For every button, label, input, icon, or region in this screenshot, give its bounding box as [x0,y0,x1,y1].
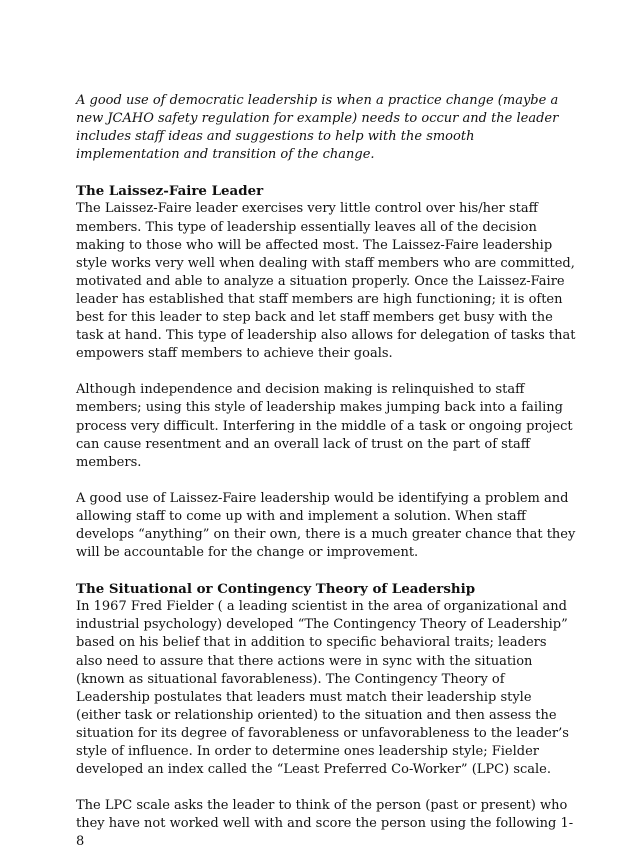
intro-paragraph: A good use of democratic leadership is when a practice change (maybe a new JCAHO safety regulation for example) needs to occur and the leader includes staff ideas and suggestions to help with the smooth implementation and transition of the change. [76,93,559,163]
paragraph: The Laissez-Faire leader exercises very little control over his/her staff members. This type of leadership essentially leaves all of the decision making to those who will be affected most. The Laissez-Faire leadership style works very well when dealing with staff members who are committed, motivated and able to analyze a situation properly. Once the Laissez-Faire leader has established that staff members are high functioning; it is often best for this leader to step back and let staff members get busy with the task at hand. This type of leadership also allows for delegation of tasks that empowers staff members to achieve their goals. [76,201,576,362]
document-body [76,92,576,851]
section-contingency-theory [76,580,576,851]
section-heading: The Laissez-Faire Leader [76,183,264,200]
section-laissez-faire [76,182,576,562]
paragraph: A good use of Laissez-Faire leadership would be identifying a problem and allowing staff to come up with and implement a solution. When staff develops “anything” on their own, there is a much greater chance that they will be accountable for the change or improvement. [76,490,576,561]
paragraph: Although independence and decision making is relinquished to staff members; using this style of leadership makes jumping back into a failing process very difficult. Interfering in the middle of a task or ongoing project can cause resentment and an overall lack of trust on the part of staff members. [76,382,573,470]
paragraph: The LPC scale asks the leader to think of the person (past or present) who they have not worked well with and score the person using the following 1-8 [76,798,574,850]
section-heading: The Situational or Contingency Theory of Leadership [76,581,476,598]
paragraph: In 1967 Fred Fielder ( a leading scientist in the area of organizational and industrial psychology) developed “The Contingency Theory of Leadership” based on his belief that in addition to specific behavioral traits; leaders also need to assure that there actions were in sync with the situation (known as situational favorableness). The Contingency Theory of Leadership postulates that leaders must match their leadership style (either task or relationship oriented) to the situation and then assess the situation for its degree of favorableness or unfavorableness to the leader’s style of influence. In order to determine ones leadership style; Fielder developed an index called the “Least Preferred Co-Worker” (LPC) scale. [76,599,569,778]
